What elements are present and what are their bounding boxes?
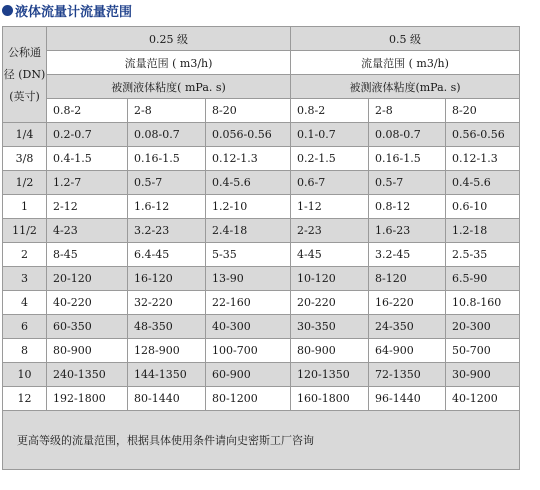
flow-range-cell: 0.2-1.5 [291,147,369,171]
dn-cell: 10 [3,363,47,387]
flow-range-cell: 2.4-18 [206,219,291,243]
dn-cell: 3 [3,267,47,291]
table-row [3,339,520,363]
flow-range-cell: 10.8-160 [446,291,520,315]
viscosity-range-row [3,99,520,123]
flow-label-row [3,51,520,75]
grade-b-header: 0.5 级 [291,27,520,51]
table-row [3,315,520,339]
flow-range-cell: 0.16-1.5 [369,147,446,171]
flow-range-cell: 192-1800 [47,387,128,411]
note-row [3,411,520,470]
flow-range-cell: 6.4-45 [128,243,206,267]
flow-range-cell: 0.5-7 [369,171,446,195]
visc-col-3: 8-20 [206,99,291,123]
flow-range-cell: 0.2-0.7 [47,123,128,147]
flow-range-cell: 72-1350 [369,363,446,387]
dn-cell: 11/2 [3,219,47,243]
dn-cell: 12 [3,387,47,411]
footnote: 更高等级的流量范围，根据具体使用条件请向史密斯工厂咨询 [3,411,520,470]
flow-range-cell: 32-220 [128,291,206,315]
table-row [3,387,520,411]
flow-range-cell: 0.1-0.7 [291,123,369,147]
bullet-icon [2,5,13,16]
flow-range-cell: 80-1200 [206,387,291,411]
flow-range-cell: 4-45 [291,243,369,267]
flow-range-cell: 30-900 [446,363,520,387]
flow-range-cell: 80-1440 [128,387,206,411]
table-row [3,291,520,315]
visc-b-header: 被测液体粘度(mPa. s) [291,75,520,99]
dn-cell: 4 [3,291,47,315]
flow-range-cell: 20-120 [47,267,128,291]
visc-col-5: 2-8 [369,99,446,123]
flow-range-cell: 24-350 [369,315,446,339]
flow-range-cell: 5-35 [206,243,291,267]
table-row [3,147,520,171]
flow-range-cell: 0.56-0.56 [446,123,520,147]
dn-cell: 8 [3,339,47,363]
flow-range-cell: 16-220 [369,291,446,315]
flow-range-cell: 0.08-0.7 [128,123,206,147]
flow-range-cell: 60-900 [206,363,291,387]
flow-range-table [2,26,520,470]
dn-cell: 1 [3,195,47,219]
flow-range-cell: 3.2-45 [369,243,446,267]
flow-range-cell: 240-1350 [47,363,128,387]
flow-range-cell: 0.08-0.7 [369,123,446,147]
flow-range-cell: 60-350 [47,315,128,339]
table-row [3,195,520,219]
grade-a-header: 0.25 级 [47,27,291,51]
flow-range-cell: 40-300 [206,315,291,339]
flow-range-cell: 0.4-5.6 [446,171,520,195]
flow-range-cell: 96-1440 [369,387,446,411]
visc-col-2: 2-8 [128,99,206,123]
section-title [2,2,132,18]
flow-range-cell: 22-160 [206,291,291,315]
table-row [3,171,520,195]
flow-range-cell: 10-120 [291,267,369,291]
flow-range-cell: 40-1200 [446,387,520,411]
dn-cell: 6 [3,315,47,339]
flow-range-cell: 0.056-0.56 [206,123,291,147]
flow-range-cell: 6.5-90 [446,267,520,291]
flow-range-cell: 1.6-12 [128,195,206,219]
visc-a-header: 被测液体粘度( mPa. s) [47,75,291,99]
section-title-text: 液体流量计流量范围 [15,4,133,20]
flow-range-cell: 80-900 [47,339,128,363]
flow-range-cell: 64-900 [369,339,446,363]
flow-range-cell: 0.4-1.5 [47,147,128,171]
visc-col-1: 0.8-2 [47,99,128,123]
dn-header-line-3: (英寸) [9,89,40,103]
table-row [3,123,520,147]
flow-range-cell: 1.2-10 [206,195,291,219]
visc-col-6: 8-20 [446,99,520,123]
flow-range-cell: 144-1350 [128,363,206,387]
flow-range-cell: 2-23 [291,219,369,243]
flow-range-cell: 0.6-7 [291,171,369,195]
visc-col-4: 0.8-2 [291,99,369,123]
dn-header-line-2: 径 (DN) [3,67,46,81]
flow-range-cell: 120-1350 [291,363,369,387]
dn-cell: 2 [3,243,47,267]
flow-range-cell: 48-350 [128,315,206,339]
flow-range-cell: 0.4-5.6 [206,171,291,195]
table-row [3,267,520,291]
flow-range-cell: 160-1800 [291,387,369,411]
flow-range-cell: 0.12-1.3 [206,147,291,171]
flow-range-cell: 20-300 [446,315,520,339]
flow-range-cell: 2-12 [47,195,128,219]
table-row [3,243,520,267]
dn-header-cell [3,27,47,123]
table-row [3,363,520,387]
flow-range-cell: 0.5-7 [128,171,206,195]
flow-range-cell: 3.2-23 [128,219,206,243]
flow-range-cell: 4-23 [47,219,128,243]
flow-range-cell: 0.16-1.5 [128,147,206,171]
flow-range-cell: 20-220 [291,291,369,315]
flow-range-cell: 1.2-18 [446,219,520,243]
dn-header-line-1: 公称通 [8,45,41,59]
flow-range-cell: 80-900 [291,339,369,363]
flow-range-cell: 2.5-35 [446,243,520,267]
dn-cell: 1/2 [3,171,47,195]
dn-cell: 3/8 [3,147,47,171]
flow-range-cell: 0.8-12 [369,195,446,219]
flow-range-cell: 13-90 [206,267,291,291]
flow-range-cell: 0.12-1.3 [446,147,520,171]
flow-range-cell: 1.2-7 [47,171,128,195]
flow-range-cell: 40-220 [47,291,128,315]
viscosity-label-row [3,75,520,99]
flow-range-cell: 1.6-23 [369,219,446,243]
flow-b-header: 流量范围 ( m3/h) [291,51,520,75]
flow-range-cell: 50-700 [446,339,520,363]
flow-range-cell: 30-350 [291,315,369,339]
dn-cell: 1/4 [3,123,47,147]
flow-range-cell: 8-45 [47,243,128,267]
flow-range-cell: 128-900 [128,339,206,363]
flow-range-cell: 0.6-10 [446,195,520,219]
flow-a-header: 流量范围 ( m3/h) [47,51,291,75]
table-row [3,219,520,243]
flow-range-cell: 16-120 [128,267,206,291]
flow-range-cell: 1-12 [291,195,369,219]
flow-range-cell: 8-120 [369,267,446,291]
grade-row [3,27,520,51]
flow-range-cell: 100-700 [206,339,291,363]
